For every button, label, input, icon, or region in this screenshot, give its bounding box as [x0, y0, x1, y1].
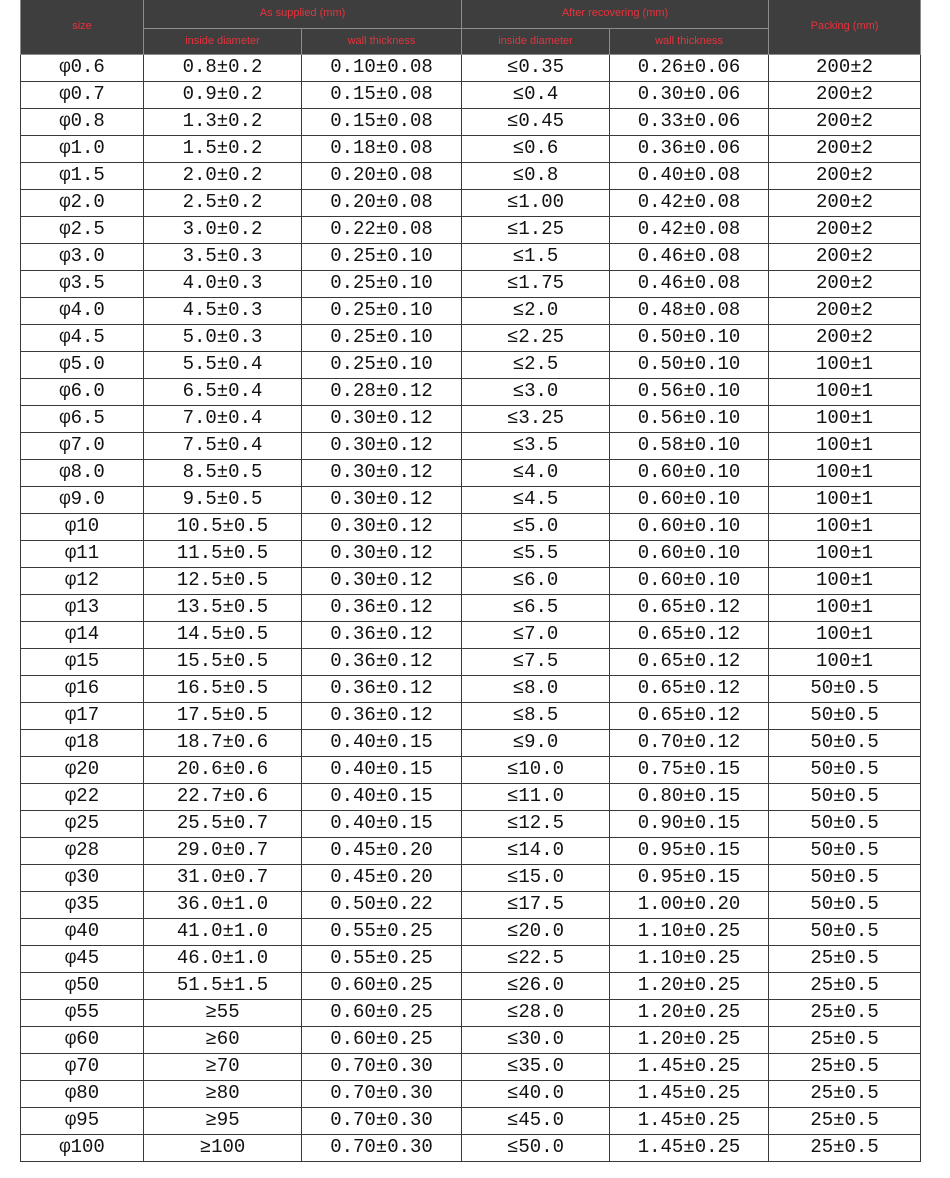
table-row: [21, 297, 921, 324]
cell-recovered-wall-thickness: 1.20±0.25: [610, 1026, 769, 1053]
table-row: [21, 243, 921, 270]
cell-recovered-inside-diameter: ≤6.5: [462, 594, 610, 621]
cell-recovered-wall-thickness: 0.50±0.10: [610, 324, 769, 351]
cell-recovered-inside-diameter: ≤9.0: [462, 729, 610, 756]
cell-supplied-wall-thickness: 0.15±0.08: [302, 108, 462, 135]
header-recovered-wall-thickness: wall thickness: [610, 28, 769, 54]
table-row: [21, 864, 921, 891]
cell-size: φ14: [21, 621, 144, 648]
cell-packing: 25±0.5: [769, 945, 921, 972]
cell-packing: 50±0.5: [769, 864, 921, 891]
cell-recovered-wall-thickness: 0.60±0.10: [610, 540, 769, 567]
cell-supplied-inside-diameter: 4.0±0.3: [144, 270, 302, 297]
cell-recovered-inside-diameter: ≤8.0: [462, 675, 610, 702]
cell-supplied-wall-thickness: 0.55±0.25: [302, 945, 462, 972]
cell-supplied-wall-thickness: 0.15±0.08: [302, 81, 462, 108]
cell-packing: 200±2: [769, 108, 921, 135]
cell-supplied-wall-thickness: 0.25±0.10: [302, 243, 462, 270]
cell-size: φ35: [21, 891, 144, 918]
cell-size: φ9.0: [21, 486, 144, 513]
cell-recovered-wall-thickness: 0.42±0.08: [610, 216, 769, 243]
table-row: [21, 351, 921, 378]
cell-supplied-inside-diameter: 8.5±0.5: [144, 459, 302, 486]
cell-supplied-wall-thickness: 0.40±0.15: [302, 783, 462, 810]
cell-packing: 50±0.5: [769, 918, 921, 945]
cell-size: φ3.5: [21, 270, 144, 297]
cell-supplied-inside-diameter: 14.5±0.5: [144, 621, 302, 648]
cell-recovered-wall-thickness: 0.58±0.10: [610, 432, 769, 459]
cell-supplied-inside-diameter: 5.5±0.4: [144, 351, 302, 378]
cell-size: φ0.7: [21, 81, 144, 108]
cell-packing: 200±2: [769, 243, 921, 270]
cell-size: φ0.6: [21, 54, 144, 81]
cell-supplied-inside-diameter: 4.5±0.3: [144, 297, 302, 324]
cell-supplied-inside-diameter: ≥60: [144, 1026, 302, 1053]
cell-recovered-inside-diameter: ≤0.4: [462, 81, 610, 108]
header-supplied-inside-diameter: inside diameter: [144, 28, 302, 54]
cell-size: φ4.5: [21, 324, 144, 351]
cell-recovered-wall-thickness: 0.48±0.08: [610, 297, 769, 324]
cell-recovered-inside-diameter: ≤11.0: [462, 783, 610, 810]
cell-supplied-inside-diameter: 10.5±0.5: [144, 513, 302, 540]
cell-recovered-inside-diameter: ≤1.25: [462, 216, 610, 243]
table-row: [21, 81, 921, 108]
cell-supplied-wall-thickness: 0.30±0.12: [302, 432, 462, 459]
table-row: [21, 918, 921, 945]
cell-supplied-wall-thickness: 0.36±0.12: [302, 702, 462, 729]
table-row: [21, 108, 921, 135]
cell-supplied-wall-thickness: 0.45±0.20: [302, 864, 462, 891]
cell-recovered-wall-thickness: 1.10±0.25: [610, 918, 769, 945]
table-row: [21, 162, 921, 189]
cell-recovered-inside-diameter: ≤14.0: [462, 837, 610, 864]
header-as-supplied: As supplied (mm): [144, 0, 462, 28]
cell-size: φ40: [21, 918, 144, 945]
cell-supplied-inside-diameter: 2.0±0.2: [144, 162, 302, 189]
cell-supplied-wall-thickness: 0.60±0.25: [302, 999, 462, 1026]
header-recovered-inside-diameter: inside diameter: [462, 28, 610, 54]
cell-supplied-inside-diameter: 9.5±0.5: [144, 486, 302, 513]
cell-recovered-inside-diameter: ≤0.35: [462, 54, 610, 81]
table-row: [21, 405, 921, 432]
cell-packing: 100±1: [769, 432, 921, 459]
cell-recovered-inside-diameter: ≤2.0: [462, 297, 610, 324]
cell-supplied-wall-thickness: 0.25±0.10: [302, 351, 462, 378]
table-row: [21, 1026, 921, 1053]
cell-supplied-wall-thickness: 0.40±0.15: [302, 756, 462, 783]
cell-recovered-wall-thickness: 0.50±0.10: [610, 351, 769, 378]
table-row: [21, 891, 921, 918]
cell-recovered-inside-diameter: ≤0.6: [462, 135, 610, 162]
cell-size: φ1.0: [21, 135, 144, 162]
table-row: [21, 459, 921, 486]
cell-supplied-inside-diameter: 17.5±0.5: [144, 702, 302, 729]
cell-supplied-wall-thickness: 0.50±0.22: [302, 891, 462, 918]
cell-recovered-wall-thickness: 0.60±0.10: [610, 459, 769, 486]
table-row: [21, 216, 921, 243]
table-row: [21, 324, 921, 351]
table-row: [21, 270, 921, 297]
cell-packing: 50±0.5: [769, 756, 921, 783]
cell-size: φ6.0: [21, 378, 144, 405]
cell-recovered-inside-diameter: ≤50.0: [462, 1134, 610, 1161]
cell-packing: 25±0.5: [769, 972, 921, 999]
cell-recovered-wall-thickness: 0.26±0.06: [610, 54, 769, 81]
cell-recovered-inside-diameter: ≤7.0: [462, 621, 610, 648]
cell-supplied-inside-diameter: 36.0±1.0: [144, 891, 302, 918]
cell-recovered-wall-thickness: 0.40±0.08: [610, 162, 769, 189]
cell-size: φ16: [21, 675, 144, 702]
cell-recovered-wall-thickness: 0.90±0.15: [610, 810, 769, 837]
cell-packing: 25±0.5: [769, 1026, 921, 1053]
table-body: [21, 54, 921, 1161]
cell-recovered-wall-thickness: 0.65±0.12: [610, 621, 769, 648]
cell-packing: 200±2: [769, 216, 921, 243]
cell-recovered-wall-thickness: 0.75±0.15: [610, 756, 769, 783]
cell-supplied-wall-thickness: 0.70±0.30: [302, 1080, 462, 1107]
cell-packing: 100±1: [769, 648, 921, 675]
cell-recovered-wall-thickness: 0.60±0.10: [610, 513, 769, 540]
header-row-groups: [21, 0, 921, 28]
cell-size: φ5.0: [21, 351, 144, 378]
cell-supplied-wall-thickness: 0.70±0.30: [302, 1107, 462, 1134]
cell-supplied-inside-diameter: 12.5±0.5: [144, 567, 302, 594]
cell-supplied-inside-diameter: 18.7±0.6: [144, 729, 302, 756]
cell-recovered-inside-diameter: ≤1.5: [462, 243, 610, 270]
cell-packing: 100±1: [769, 459, 921, 486]
cell-size: φ11: [21, 540, 144, 567]
cell-recovered-inside-diameter: ≤5.0: [462, 513, 610, 540]
table-row: [21, 513, 921, 540]
cell-recovered-wall-thickness: 1.45±0.25: [610, 1053, 769, 1080]
table-row: [21, 702, 921, 729]
cell-recovered-inside-diameter: ≤2.25: [462, 324, 610, 351]
cell-supplied-wall-thickness: 0.36±0.12: [302, 648, 462, 675]
cell-packing: 100±1: [769, 351, 921, 378]
cell-recovered-wall-thickness: 0.65±0.12: [610, 702, 769, 729]
cell-recovered-wall-thickness: 0.95±0.15: [610, 864, 769, 891]
cell-supplied-inside-diameter: 3.5±0.3: [144, 243, 302, 270]
cell-recovered-wall-thickness: 1.45±0.25: [610, 1080, 769, 1107]
table-row: [21, 729, 921, 756]
cell-supplied-wall-thickness: 0.36±0.12: [302, 675, 462, 702]
cell-supplied-inside-diameter: ≥55: [144, 999, 302, 1026]
cell-supplied-wall-thickness: 0.60±0.25: [302, 972, 462, 999]
cell-size: φ20: [21, 756, 144, 783]
cell-packing: 200±2: [769, 324, 921, 351]
cell-size: φ10: [21, 513, 144, 540]
cell-supplied-wall-thickness: 0.30±0.12: [302, 513, 462, 540]
cell-supplied-wall-thickness: 0.30±0.12: [302, 567, 462, 594]
cell-recovered-inside-diameter: ≤6.0: [462, 567, 610, 594]
cell-size: φ1.5: [21, 162, 144, 189]
cell-supplied-inside-diameter: 7.0±0.4: [144, 405, 302, 432]
cell-supplied-inside-diameter: ≥95: [144, 1107, 302, 1134]
cell-recovered-wall-thickness: 1.45±0.25: [610, 1134, 769, 1161]
cell-size: φ3.0: [21, 243, 144, 270]
cell-supplied-wall-thickness: 0.30±0.12: [302, 405, 462, 432]
cell-size: φ12: [21, 567, 144, 594]
cell-recovered-inside-diameter: ≤22.5: [462, 945, 610, 972]
cell-recovered-wall-thickness: 0.33±0.06: [610, 108, 769, 135]
cell-size: φ45: [21, 945, 144, 972]
header-packing: Packing (mm): [769, 0, 921, 54]
cell-supplied-inside-diameter: 11.5±0.5: [144, 540, 302, 567]
cell-packing: 200±2: [769, 270, 921, 297]
cell-recovered-wall-thickness: 0.60±0.10: [610, 567, 769, 594]
table-row: [21, 756, 921, 783]
cell-size: φ22: [21, 783, 144, 810]
cell-recovered-inside-diameter: ≤30.0: [462, 1026, 610, 1053]
cell-supplied-wall-thickness: 0.36±0.12: [302, 621, 462, 648]
cell-packing: 50±0.5: [769, 837, 921, 864]
cell-size: φ7.0: [21, 432, 144, 459]
table-row: [21, 1080, 921, 1107]
cell-recovered-inside-diameter: ≤12.5: [462, 810, 610, 837]
cell-supplied-wall-thickness: 0.18±0.08: [302, 135, 462, 162]
cell-supplied-inside-diameter: 3.0±0.2: [144, 216, 302, 243]
cell-recovered-inside-diameter: ≤5.5: [462, 540, 610, 567]
cell-packing: 100±1: [769, 405, 921, 432]
cell-supplied-inside-diameter: 22.7±0.6: [144, 783, 302, 810]
cell-packing: 100±1: [769, 378, 921, 405]
cell-supplied-inside-diameter: 0.9±0.2: [144, 81, 302, 108]
cell-supplied-wall-thickness: 0.20±0.08: [302, 189, 462, 216]
cell-recovered-inside-diameter: ≤2.5: [462, 351, 610, 378]
cell-recovered-inside-diameter: ≤35.0: [462, 1053, 610, 1080]
cell-supplied-wall-thickness: 0.20±0.08: [302, 162, 462, 189]
table-header: [21, 0, 921, 54]
cell-recovered-wall-thickness: 1.20±0.25: [610, 999, 769, 1026]
cell-size: φ2.5: [21, 216, 144, 243]
table-row: [21, 1053, 921, 1080]
cell-recovered-inside-diameter: ≤7.5: [462, 648, 610, 675]
cell-supplied-wall-thickness: 0.25±0.10: [302, 297, 462, 324]
table-row: [21, 378, 921, 405]
cell-supplied-wall-thickness: 0.30±0.12: [302, 540, 462, 567]
cell-recovered-inside-diameter: ≤4.5: [462, 486, 610, 513]
cell-size: φ55: [21, 999, 144, 1026]
table-row: [21, 999, 921, 1026]
cell-packing: 25±0.5: [769, 1053, 921, 1080]
cell-supplied-inside-diameter: 13.5±0.5: [144, 594, 302, 621]
cell-size: φ30: [21, 864, 144, 891]
cell-supplied-wall-thickness: 0.70±0.30: [302, 1053, 462, 1080]
table-row: [21, 594, 921, 621]
cell-packing: 100±1: [769, 486, 921, 513]
table-row: [21, 486, 921, 513]
table-row: [21, 432, 921, 459]
cell-size: φ25: [21, 810, 144, 837]
cell-recovered-inside-diameter: ≤26.0: [462, 972, 610, 999]
cell-supplied-inside-diameter: 41.0±1.0: [144, 918, 302, 945]
cell-recovered-inside-diameter: ≤17.5: [462, 891, 610, 918]
spec-table: [20, 0, 921, 1162]
header-after-recovering: After recovering (mm): [462, 0, 769, 28]
cell-supplied-inside-diameter: 20.6±0.6: [144, 756, 302, 783]
cell-packing: 25±0.5: [769, 1107, 921, 1134]
cell-size: φ0.8: [21, 108, 144, 135]
cell-recovered-inside-diameter: ≤3.5: [462, 432, 610, 459]
cell-supplied-inside-diameter: 16.5±0.5: [144, 675, 302, 702]
cell-packing: 100±1: [769, 594, 921, 621]
cell-size: φ2.0: [21, 189, 144, 216]
cell-supplied-inside-diameter: 29.0±0.7: [144, 837, 302, 864]
cell-size: φ17: [21, 702, 144, 729]
table-row: [21, 567, 921, 594]
cell-packing: 200±2: [769, 162, 921, 189]
cell-recovered-wall-thickness: 0.42±0.08: [610, 189, 769, 216]
header-supplied-wall-thickness: wall thickness: [302, 28, 462, 54]
cell-supplied-inside-diameter: 7.5±0.4: [144, 432, 302, 459]
cell-supplied-inside-diameter: 0.8±0.2: [144, 54, 302, 81]
cell-recovered-wall-thickness: 1.20±0.25: [610, 972, 769, 999]
cell-supplied-wall-thickness: 0.60±0.25: [302, 1026, 462, 1053]
cell-supplied-wall-thickness: 0.40±0.15: [302, 729, 462, 756]
cell-size: φ60: [21, 1026, 144, 1053]
cell-packing: 50±0.5: [769, 810, 921, 837]
table-row: [21, 189, 921, 216]
cell-packing: 50±0.5: [769, 729, 921, 756]
cell-size: φ13: [21, 594, 144, 621]
cell-recovered-wall-thickness: 0.56±0.10: [610, 405, 769, 432]
cell-recovered-wall-thickness: 0.60±0.10: [610, 486, 769, 513]
cell-supplied-inside-diameter: 6.5±0.4: [144, 378, 302, 405]
cell-recovered-wall-thickness: 0.36±0.06: [610, 135, 769, 162]
cell-packing: 200±2: [769, 135, 921, 162]
cell-recovered-inside-diameter: ≤45.0: [462, 1107, 610, 1134]
cell-supplied-wall-thickness: 0.22±0.08: [302, 216, 462, 243]
cell-recovered-inside-diameter: ≤1.75: [462, 270, 610, 297]
cell-packing: 200±2: [769, 297, 921, 324]
cell-size: φ8.0: [21, 459, 144, 486]
cell-packing: 25±0.5: [769, 1134, 921, 1161]
cell-recovered-inside-diameter: ≤3.0: [462, 378, 610, 405]
table-row: [21, 972, 921, 999]
table-row: [21, 648, 921, 675]
cell-size: φ100: [21, 1134, 144, 1161]
cell-supplied-inside-diameter: 31.0±0.7: [144, 864, 302, 891]
cell-recovered-wall-thickness: 0.46±0.08: [610, 270, 769, 297]
cell-recovered-wall-thickness: 0.56±0.10: [610, 378, 769, 405]
cell-recovered-inside-diameter: ≤28.0: [462, 999, 610, 1026]
cell-supplied-inside-diameter: 5.0±0.3: [144, 324, 302, 351]
header-size: size: [21, 0, 144, 54]
cell-supplied-inside-diameter: 46.0±1.0: [144, 945, 302, 972]
cell-packing: 100±1: [769, 540, 921, 567]
cell-supplied-wall-thickness: 0.70±0.30: [302, 1134, 462, 1161]
cell-supplied-inside-diameter: 15.5±0.5: [144, 648, 302, 675]
cell-size: φ70: [21, 1053, 144, 1080]
cell-supplied-inside-diameter: 25.5±0.7: [144, 810, 302, 837]
cell-size: φ6.5: [21, 405, 144, 432]
cell-packing: 25±0.5: [769, 1080, 921, 1107]
cell-packing: 100±1: [769, 513, 921, 540]
cell-supplied-wall-thickness: 0.55±0.25: [302, 918, 462, 945]
cell-packing: 50±0.5: [769, 702, 921, 729]
cell-packing: 200±2: [769, 54, 921, 81]
cell-supplied-wall-thickness: 0.25±0.10: [302, 324, 462, 351]
cell-size: φ15: [21, 648, 144, 675]
cell-supplied-inside-diameter: 2.5±0.2: [144, 189, 302, 216]
cell-supplied-inside-diameter: 1.5±0.2: [144, 135, 302, 162]
cell-recovered-inside-diameter: ≤0.8: [462, 162, 610, 189]
cell-packing: 25±0.5: [769, 999, 921, 1026]
cell-size: φ80: [21, 1080, 144, 1107]
cell-recovered-wall-thickness: 0.65±0.12: [610, 675, 769, 702]
cell-recovered-wall-thickness: 0.65±0.12: [610, 594, 769, 621]
cell-recovered-wall-thickness: 1.10±0.25: [610, 945, 769, 972]
cell-packing: 50±0.5: [769, 675, 921, 702]
cell-packing: 200±2: [769, 189, 921, 216]
table-row: [21, 837, 921, 864]
cell-recovered-wall-thickness: 0.30±0.06: [610, 81, 769, 108]
cell-size: φ4.0: [21, 297, 144, 324]
cell-recovered-wall-thickness: 0.70±0.12: [610, 729, 769, 756]
cell-supplied-inside-diameter: 1.3±0.2: [144, 108, 302, 135]
cell-recovered-wall-thickness: 0.46±0.08: [610, 243, 769, 270]
table-row: [21, 621, 921, 648]
cell-recovered-inside-diameter: ≤20.0: [462, 918, 610, 945]
cell-supplied-inside-diameter: 51.5±1.5: [144, 972, 302, 999]
cell-supplied-wall-thickness: 0.28±0.12: [302, 378, 462, 405]
cell-size: φ50: [21, 972, 144, 999]
cell-packing: 100±1: [769, 621, 921, 648]
cell-size: φ18: [21, 729, 144, 756]
table-row: [21, 1107, 921, 1134]
cell-recovered-wall-thickness: 0.80±0.15: [610, 783, 769, 810]
table-row: [21, 135, 921, 162]
cell-supplied-inside-diameter: ≥80: [144, 1080, 302, 1107]
cell-packing: 50±0.5: [769, 783, 921, 810]
cell-size: φ28: [21, 837, 144, 864]
cell-recovered-inside-diameter: ≤4.0: [462, 459, 610, 486]
cell-recovered-wall-thickness: 1.45±0.25: [610, 1107, 769, 1134]
table-row: [21, 783, 921, 810]
cell-supplied-wall-thickness: 0.36±0.12: [302, 594, 462, 621]
cell-size: φ95: [21, 1107, 144, 1134]
cell-supplied-wall-thickness: 0.30±0.12: [302, 459, 462, 486]
cell-supplied-wall-thickness: 0.30±0.12: [302, 486, 462, 513]
cell-recovered-inside-diameter: ≤10.0: [462, 756, 610, 783]
cell-supplied-wall-thickness: 0.40±0.15: [302, 810, 462, 837]
table-row: [21, 1134, 921, 1161]
cell-recovered-inside-diameter: ≤3.25: [462, 405, 610, 432]
cell-recovered-inside-diameter: ≤1.00: [462, 189, 610, 216]
cell-supplied-inside-diameter: ≥70: [144, 1053, 302, 1080]
cell-supplied-wall-thickness: 0.10±0.08: [302, 54, 462, 81]
cell-recovered-wall-thickness: 0.95±0.15: [610, 837, 769, 864]
cell-supplied-wall-thickness: 0.45±0.20: [302, 837, 462, 864]
cell-packing: 200±2: [769, 81, 921, 108]
cell-recovered-inside-diameter: ≤15.0: [462, 864, 610, 891]
cell-supplied-wall-thickness: 0.25±0.10: [302, 270, 462, 297]
cell-recovered-inside-diameter: ≤8.5: [462, 702, 610, 729]
cell-recovered-wall-thickness: 0.65±0.12: [610, 648, 769, 675]
cell-recovered-inside-diameter: ≤0.45: [462, 108, 610, 135]
table-row: [21, 675, 921, 702]
cell-packing: 100±1: [769, 567, 921, 594]
cell-recovered-wall-thickness: 1.00±0.20: [610, 891, 769, 918]
table-row: [21, 540, 921, 567]
table-row: [21, 945, 921, 972]
table-row: [21, 810, 921, 837]
cell-supplied-inside-diameter: ≥100: [144, 1134, 302, 1161]
cell-recovered-inside-diameter: ≤40.0: [462, 1080, 610, 1107]
cell-packing: 50±0.5: [769, 891, 921, 918]
table-row: [21, 54, 921, 81]
